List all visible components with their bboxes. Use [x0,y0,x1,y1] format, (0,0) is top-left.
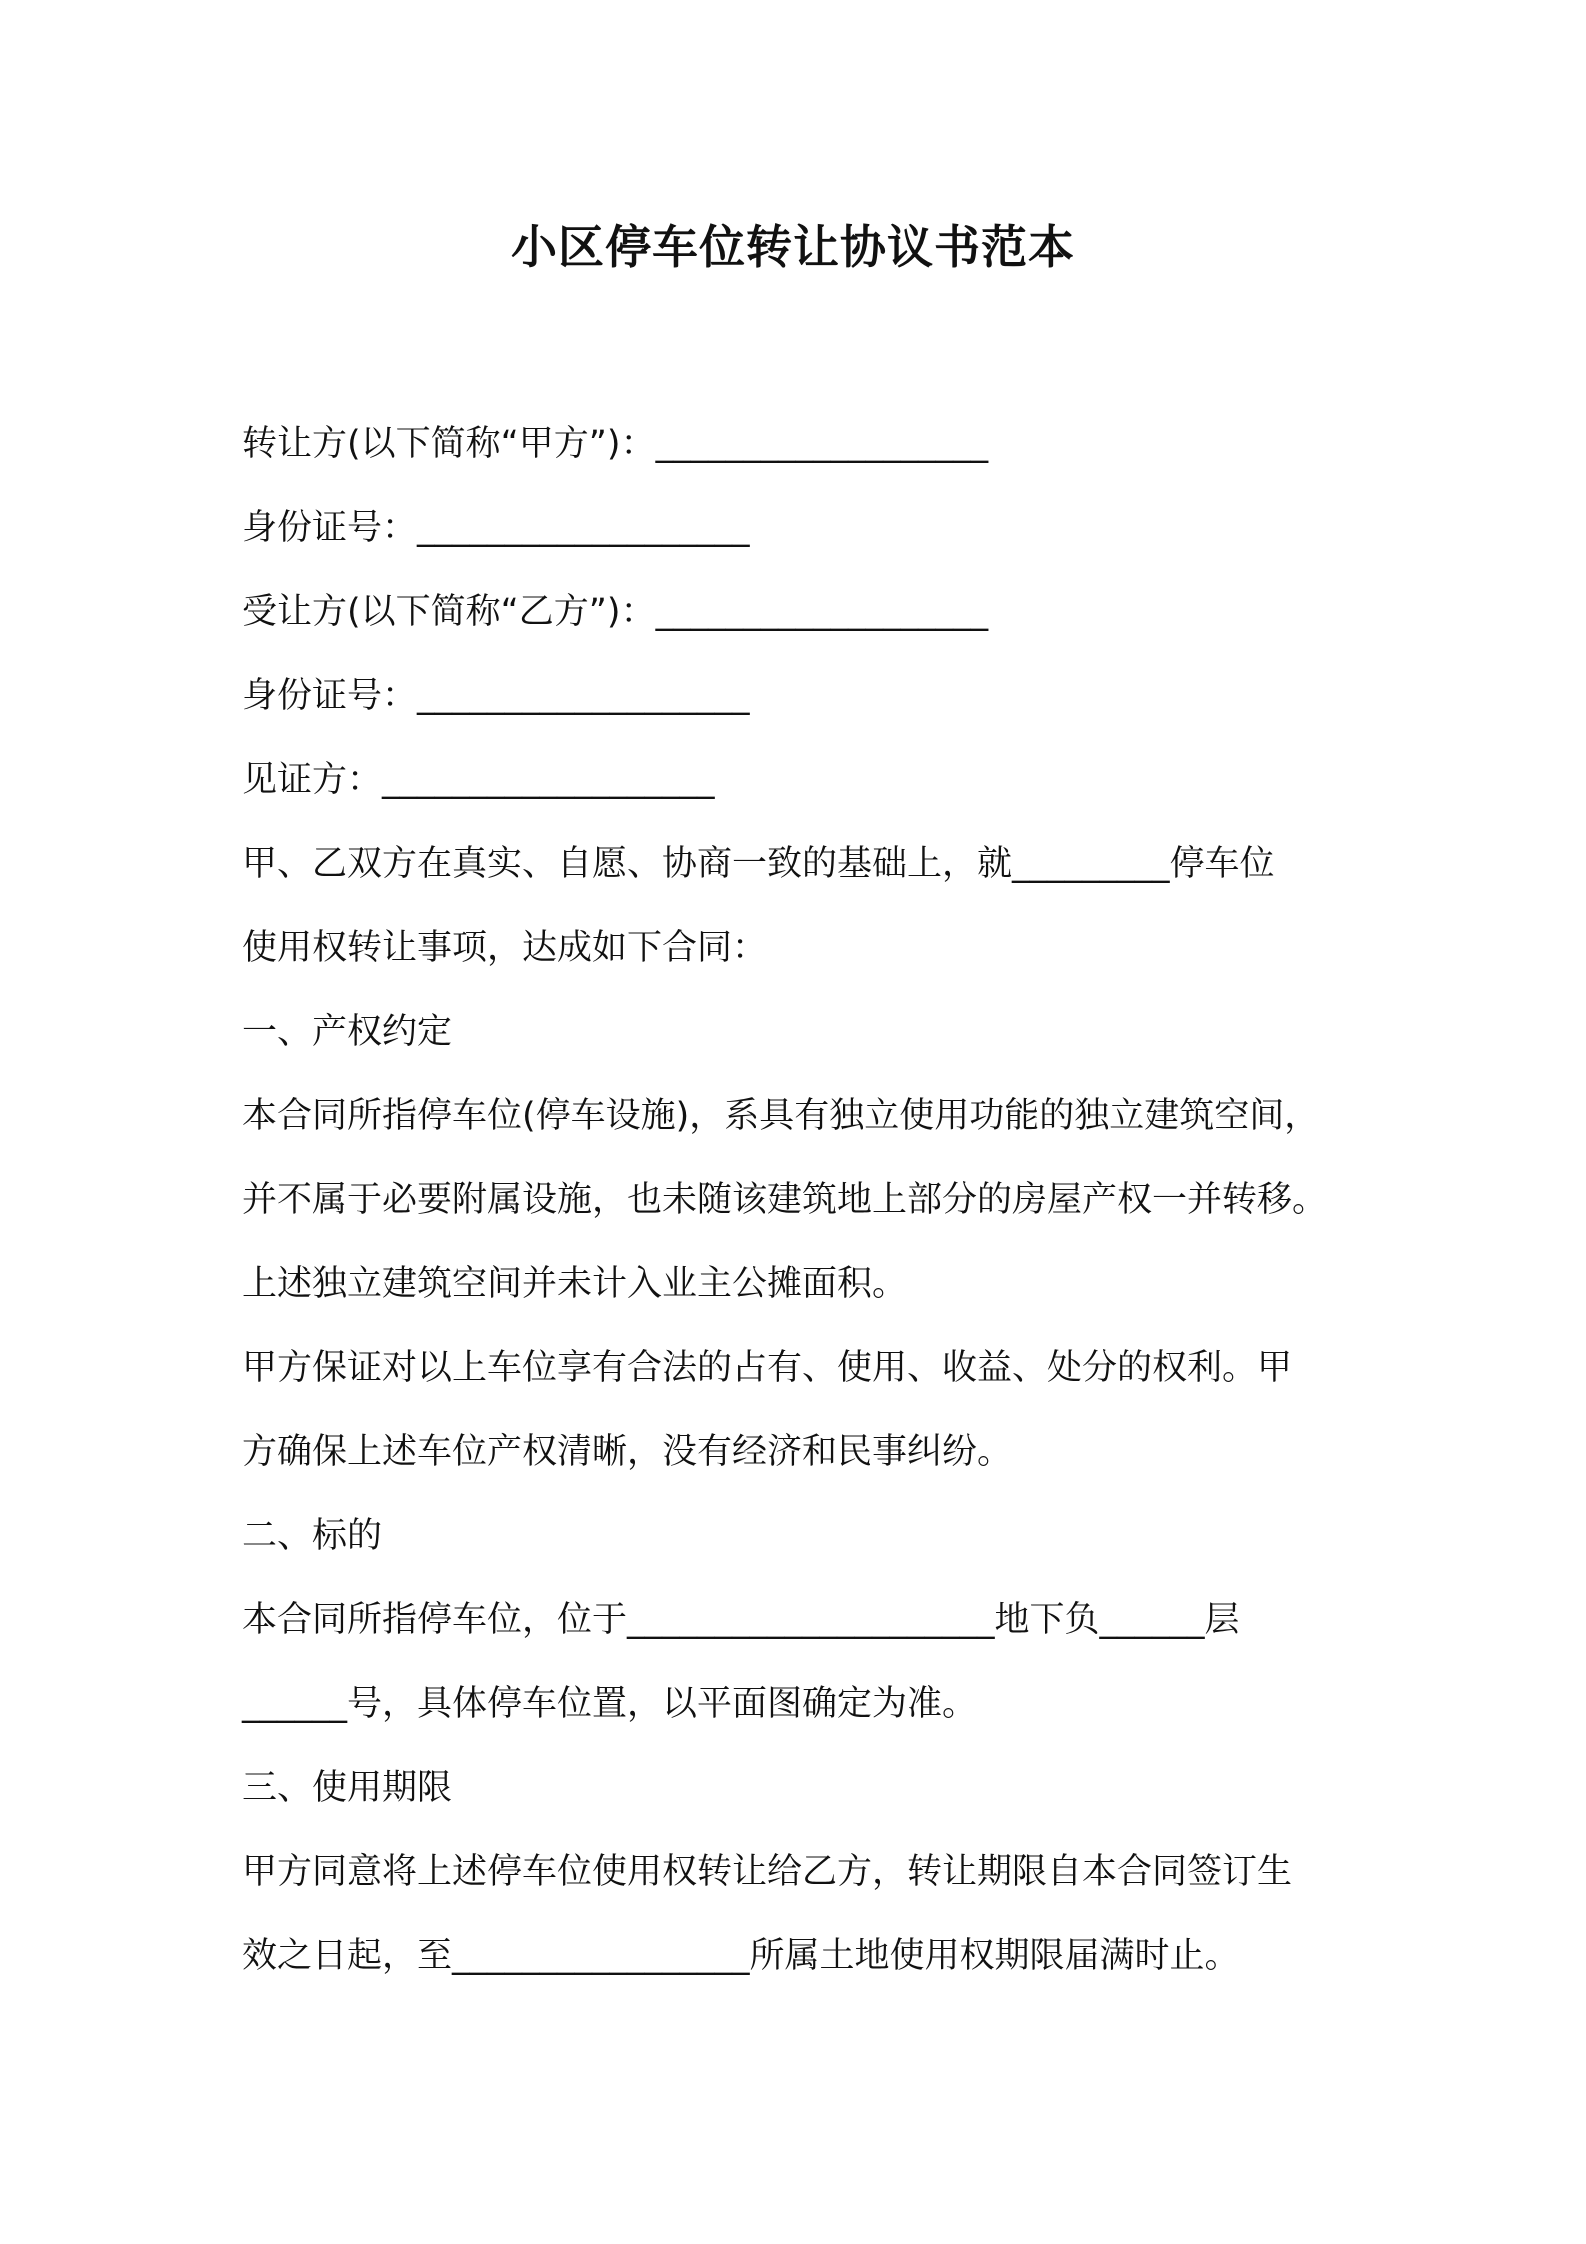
preamble-line-1: 甲、乙双方在真实、自愿、协商一致的基础上，就_________停车位 [242,844,1275,884]
document-title: 小区停车位转让协议书范本 [511,220,1075,274]
property-line-3: 上述独立建筑空间并未计入业主公摊面积。 [242,1264,908,1304]
section-heading-subject: 二、标的 [242,1516,383,1556]
section-heading-property: 一、产权约定 [242,1012,453,1052]
witness-line: 见证方：___________________ [242,760,715,800]
guarantee-line-1: 甲方保证对以上车位享有合法的占有、使用、收益、处分的权利。甲 [242,1348,1293,1388]
transferor-id-line: 身份证号：___________________ [242,508,750,548]
subject-line-1: 本合同所指停车位，位于_____________________地下负______层 [242,1600,1240,1640]
guarantee-line-2: 方确保上述车位产权清晰，没有经济和民事纠纷。 [242,1432,1013,1472]
subject-line-2: ______号，具体停车位置，以平面图确定为准。 [242,1684,978,1724]
transferee-id-line: 身份证号：___________________ [242,676,750,716]
preamble-line-2: 使用权转让事项，达成如下合同： [242,928,768,968]
property-line-1: 本合同所指停车位(停车设施)，系具有独立使用功能的独立建筑空间， [242,1096,1320,1136]
transferee-line: 受让方(以下简称“乙方”)：___________________ [242,592,989,632]
property-line-2: 并不属于必要附属设施，也未随该建筑地上部分的房屋产权一并转移。 [242,1180,1328,1220]
section-heading-term: 三、使用期限 [242,1768,453,1808]
transferor-line: 转让方(以下简称“甲方”)：___________________ [242,424,989,464]
term-line-2: 效之日起，至_________________所属土地使用权期限届满时止。 [242,1936,1240,1976]
term-line-1: 甲方同意将上述停车位使用权转让给乙方，转让期限自本合同签订生 [242,1852,1293,1892]
